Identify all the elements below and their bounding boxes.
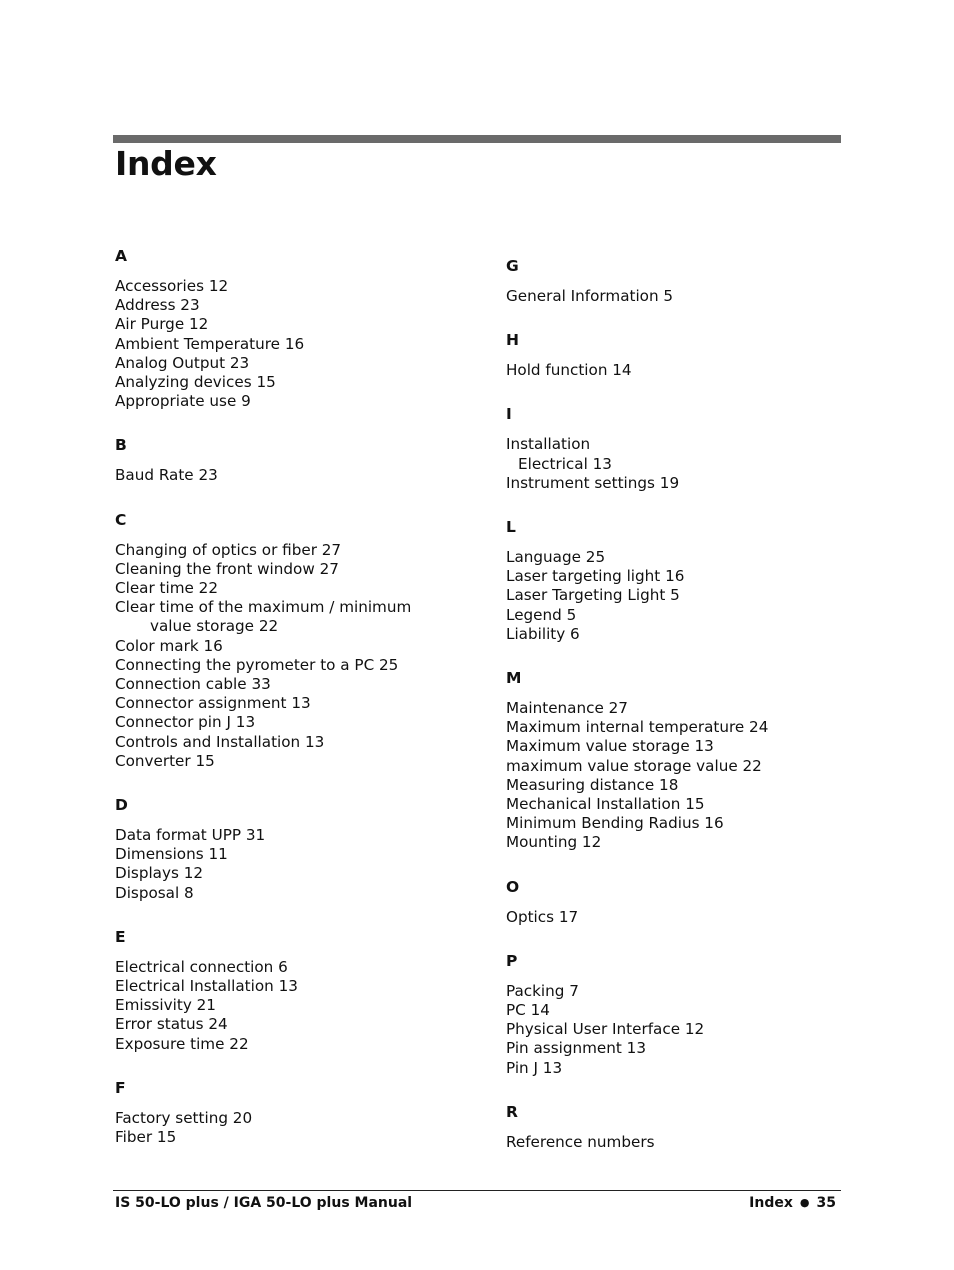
- section-letter: R: [506, 1102, 518, 1121]
- index-entry: Analog Output 23: [115, 353, 250, 372]
- index-section-a: [115, 247, 495, 411]
- index-entry: Maximum value storage 13: [506, 737, 714, 756]
- index-entry: Emissivity 21: [115, 996, 216, 1015]
- index-entry: Connector assignment 13: [115, 694, 311, 713]
- index-entry: Changing of optics or fiber 27: [115, 540, 342, 559]
- entry-list: [115, 958, 495, 1054]
- index-entry: Address 23: [115, 296, 200, 315]
- index-entry: Liability 6: [506, 624, 580, 643]
- index-entry: Physical User Interface 12: [506, 1020, 705, 1039]
- entry-list: [115, 1109, 495, 1147]
- index-entry: Legend 5: [506, 605, 577, 624]
- index-entry: Instrument settings 19: [506, 473, 680, 492]
- index-entry: Air Purge 12: [115, 315, 209, 334]
- section-letter: O: [506, 877, 520, 896]
- subentry-list: [506, 455, 886, 474]
- page-number: 35: [816, 1195, 836, 1211]
- footer-rule: [113, 1190, 841, 1191]
- index-entry: Ambient Temperature 16: [115, 334, 305, 353]
- index-entry: Clear time 22: [115, 579, 219, 598]
- index-entry: Appropriate use 9: [115, 392, 251, 411]
- index-subentry: Electrical 13: [518, 454, 612, 473]
- index-entry: Minimum Bending Radius 16: [506, 814, 724, 833]
- entry-list: [506, 361, 886, 380]
- index-entry: Analyzing devices 15: [115, 373, 276, 392]
- section-letter: L: [506, 518, 516, 537]
- index-entry: Electrical Installation 13: [115, 977, 298, 996]
- index-entry-continuation: value storage 22: [150, 617, 279, 636]
- index-entry: Cleaning the front window 27: [115, 559, 339, 578]
- index-entry: Fiber 15: [115, 1128, 177, 1147]
- entry-list: [506, 287, 886, 306]
- index-section-i: [506, 405, 886, 493]
- index-entry: Connecting the pyrometer to a PC 25: [115, 655, 399, 674]
- section-letter: I: [506, 405, 512, 424]
- section-letter: P: [506, 951, 518, 970]
- index-section-h: [506, 331, 886, 380]
- index-section-f: [115, 1079, 495, 1147]
- index-entry: General Information 5: [506, 287, 674, 305]
- index-entry: Controls and Installation 13: [115, 732, 325, 751]
- section-letter: C: [115, 510, 127, 529]
- entry-list: [115, 466, 495, 485]
- index-entry: Electrical connection 6: [115, 957, 288, 976]
- index-section-g: [506, 257, 886, 306]
- index-section-r: [506, 1103, 886, 1152]
- entry-list: [115, 277, 495, 411]
- index-entry: Language 25: [506, 548, 606, 567]
- index-section-d: [115, 796, 495, 903]
- index-entry: Connection cable 33: [115, 675, 271, 694]
- index-entry: Connector pin J 13: [115, 713, 256, 732]
- entry-list: [506, 982, 886, 1078]
- index-section-b: [115, 436, 495, 485]
- entry-list: [506, 548, 886, 644]
- section-letter: M: [506, 669, 522, 688]
- section-letter: F: [115, 1078, 126, 1097]
- index-entry: Accessories 12: [115, 277, 229, 295]
- entry-list: [506, 1133, 886, 1152]
- index-section-e: [115, 928, 495, 1054]
- entry-list: [506, 699, 886, 853]
- entry-list: [506, 908, 886, 927]
- index-column-left: [115, 247, 495, 1147]
- footer-section: Index: [749, 1195, 793, 1211]
- section-letter: B: [115, 436, 127, 455]
- index-entry: Dimensions 11: [115, 845, 228, 864]
- footer-page-info: [749, 1195, 836, 1211]
- section-letter: H: [506, 331, 519, 350]
- entry-list: [115, 541, 495, 771]
- index-entry: Exposure time 22: [115, 1034, 249, 1053]
- entry-list: [506, 435, 886, 493]
- index-entry: [506, 435, 886, 473]
- index-entry-text: Clear time of the maximum / minimum: [115, 598, 412, 617]
- section-letter: E: [115, 927, 126, 946]
- index-entry: Converter 15: [115, 751, 215, 770]
- index-entry-text: Installation: [506, 435, 591, 454]
- index-entry: Measuring distance 18: [506, 775, 679, 794]
- index-entry: Packing 7: [506, 981, 579, 1000]
- index-entry: Laser targeting light 16: [506, 567, 685, 586]
- index-entry: Hold function 14: [506, 361, 632, 380]
- index-entry: Reference numbers: [506, 1132, 655, 1151]
- footer-manual-title: IS 50-LO plus / IGA 50-LO plus Manual: [115, 1195, 413, 1211]
- index-entry: Mounting 12: [506, 833, 602, 852]
- index-section-c: [115, 511, 495, 771]
- index-entry: [115, 598, 495, 636]
- index-entry: Pin assignment 13: [506, 1039, 646, 1058]
- entry-list: [115, 826, 495, 903]
- index-section-o: [506, 878, 886, 927]
- header-rule: [113, 135, 841, 143]
- section-letter: D: [115, 796, 128, 815]
- page-title: Index: [115, 144, 217, 183]
- index-entry: Color mark 16: [115, 636, 223, 655]
- index-entry: maximum value storage value 22: [506, 756, 762, 775]
- index-entry: Optics 17: [506, 907, 579, 926]
- index-entry: Data format UPP 31: [115, 826, 266, 845]
- index-section-p: [506, 952, 886, 1078]
- index-entry: Error status 24: [115, 1015, 228, 1034]
- index-entry: Baud Rate 23: [115, 466, 218, 485]
- index-entry: Laser Targeting Light 5: [506, 586, 680, 605]
- index-entry: Maintenance 27: [506, 699, 628, 718]
- index-entry: Pin J 13: [506, 1058, 563, 1077]
- bullet-icon: ●: [799, 1196, 810, 1209]
- index-entry: Maximum internal temperature 24: [506, 718, 769, 737]
- index-section-l: [506, 518, 886, 644]
- index-entry: Mechanical Installation 15: [506, 795, 705, 814]
- index-column-right: [506, 257, 886, 1152]
- index-entry: Factory setting 20: [115, 1108, 253, 1127]
- index-entry: Displays 12: [115, 864, 204, 883]
- index-section-m: [506, 669, 886, 853]
- section-letter: A: [115, 247, 127, 265]
- index-entry: PC 14: [506, 1001, 550, 1020]
- section-letter: G: [506, 257, 519, 275]
- index-entry: Disposal 8: [115, 883, 194, 902]
